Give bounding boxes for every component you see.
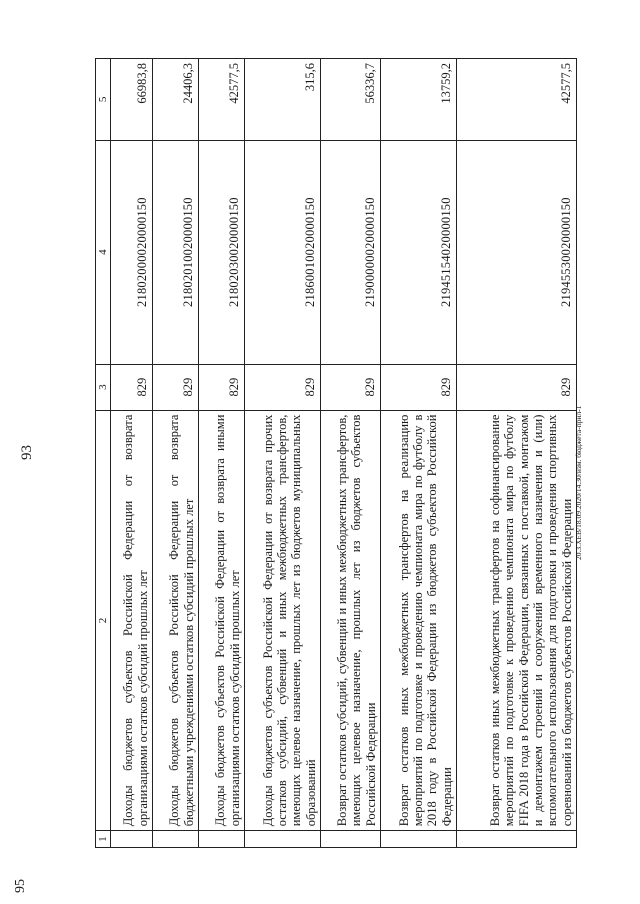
row-kbk: 21802010020000150: [153, 140, 199, 364]
row-kbk: 21802030020000150: [199, 140, 245, 364]
table-row: [111, 59, 153, 848]
row-sum: 24406,3: [153, 59, 199, 141]
row-name: Доходы бюджетов субъектов Российской Федерации от возврата прочих остатков субсидий, субвенций и иных межбюджетных трансфертов, имеющих целевое назначение, прошлых лет из бюджетов муниципальных образований: [245, 410, 321, 831]
header-col-1: 1: [96, 831, 111, 848]
header-row: [96, 59, 111, 848]
row-sum: 42577,5: [457, 59, 577, 141]
row-name: Доходы бюджетов субъектов Российской Федерации от возврата иными организациями остатков субсидий прошлых лет: [199, 410, 245, 831]
header-col-5: 5: [96, 59, 111, 141]
row-index-cell: [381, 831, 457, 848]
row-code: 829: [199, 364, 245, 410]
row-kbk: 21860010020000150: [245, 140, 321, 364]
row-code: 829: [245, 364, 321, 410]
row-index-cell: [245, 831, 321, 848]
header-col-3: 3: [96, 364, 111, 410]
row-kbk: 21900000020000150: [321, 140, 381, 364]
row-code: 829: [457, 364, 577, 410]
table-row: [381, 59, 457, 848]
table-row: [199, 59, 245, 848]
row-index-cell: [111, 831, 153, 848]
row-sum: 315,6: [245, 59, 321, 141]
header-col-4: 4: [96, 140, 111, 364]
row-sum: 56336,7: [321, 59, 381, 141]
row-sum: 66983,8: [111, 59, 153, 141]
page-number: 93: [19, 445, 35, 460]
row-index-cell: [199, 831, 245, 848]
table-row: [457, 59, 577, 848]
row-name: Возврат остатков иных межбюджетных трансфертов на реализацию мероприятий по подготовке и проведению чемпионата мира по футболу в 2018 году в Российской Федерации из бюджетов субъектов Российской Федерации: [381, 410, 457, 831]
row-name: Возврат остатков иных межбюджетных трансфертов на софинансирование мероприятий по подготовке к проведению чемпионата мира по футболу FIFA 2018 года в Российской Федерации, связанных с поставкой, монтажом и демонтажем строений и сооружений временного назначения и (или) вспомогательного использования для подготовки и проведения спортивных соревнований из бюджетов субъектов Российской Федерации: [457, 410, 577, 831]
row-code: 829: [381, 364, 457, 410]
row-kbk: 21802000020000150: [111, 140, 153, 364]
header-col-2: 2: [96, 410, 111, 831]
row-sum: 42577,5: [199, 59, 245, 141]
budget-income-table: [95, 58, 577, 848]
rotated-table-wrapper: [95, 58, 574, 848]
row-index-cell: [457, 831, 577, 848]
row-code: 829: [321, 364, 381, 410]
row-code: 829: [111, 364, 153, 410]
table-row: [153, 59, 199, 848]
row-name: Доходы бюджетов субъектов Российской Федерации от возврата организациями остатков субсидий прошлых лет: [111, 410, 153, 831]
row-kbk: 21945154020000150: [381, 140, 457, 364]
row-index-cell: [153, 831, 199, 848]
row-name: Возврат остатков субсидий, субвенций и иных межбюджетных трансфертов, имеющих целевое назначение, прошлых лет из бюджетов субъектов Российской Федерации: [321, 410, 381, 831]
table-row: [321, 59, 381, 848]
row-sum: 13759,2: [381, 59, 457, 141]
file-label: 20.3.XEB/18.09.2020/14.30/изм. бюджета-прил-1: [574, 405, 583, 560]
row-code: 829: [153, 364, 199, 410]
row-index-cell: [321, 831, 381, 848]
row-name: Доходы бюджетов субъектов Российской Федерации от возврата бюджетными учреждениями остатков субсидий прошлых лет: [153, 410, 199, 831]
corner-page-number: 95: [13, 879, 28, 893]
table-row: [245, 59, 321, 848]
row-kbk: 21945530020000150: [457, 140, 577, 364]
